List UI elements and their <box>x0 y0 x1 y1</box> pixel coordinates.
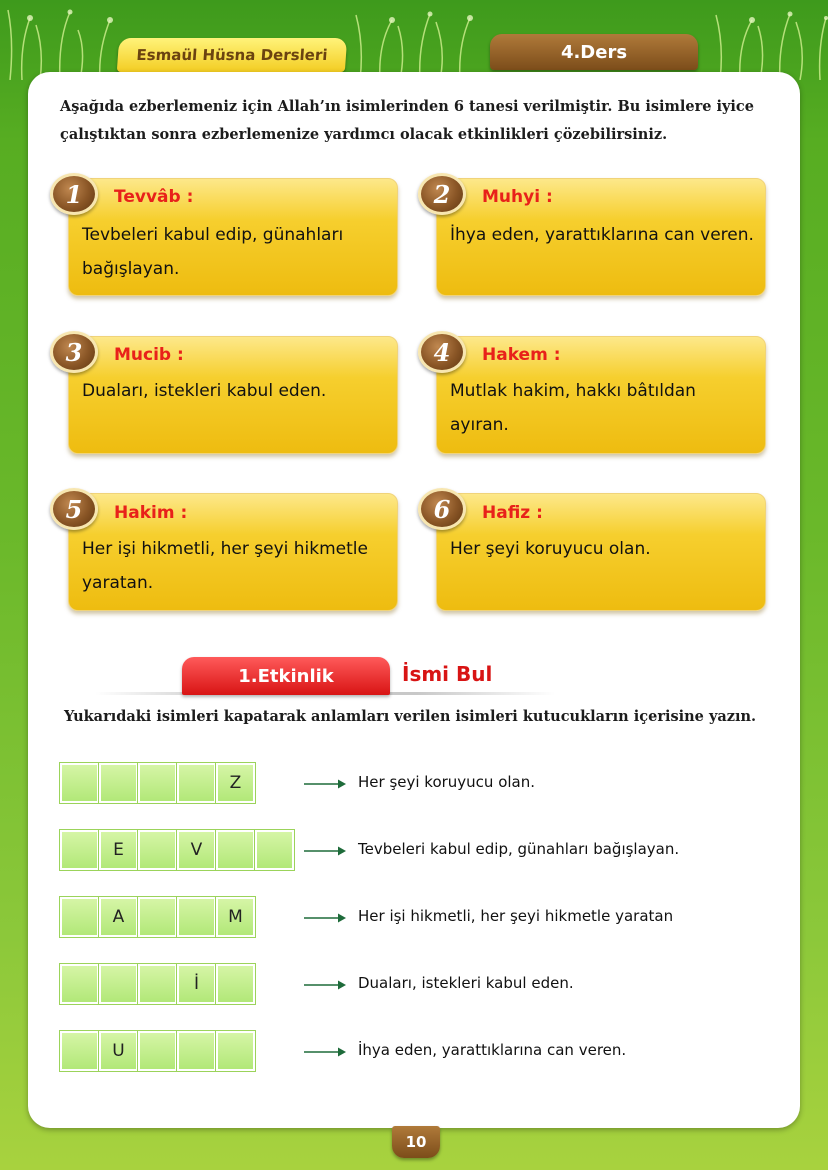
name-title-3: Mucib : <box>114 345 184 365</box>
page-number-tab <box>392 1126 440 1158</box>
letter-box[interactable] <box>177 1031 216 1071</box>
name-title-6: Hafiz : <box>482 503 543 523</box>
name-desc-6: Her şeyi koruyucu olan. <box>450 539 651 559</box>
number-badge-4: 4 <box>418 331 466 373</box>
arrow-right-icon <box>304 1046 346 1058</box>
name-desc-3: Duaları, istekleri kabul eden. <box>82 381 327 401</box>
number-badge-3: 3 <box>50 331 98 373</box>
activity-instruction: Yukarıdaki isimleri kapatarak anlamları verilen isimleri kutucukların içerisine yazın. <box>64 708 757 725</box>
letter-box[interactable] <box>60 830 99 870</box>
name-title-2: Muhyi : <box>482 187 553 207</box>
answer-row-5 <box>60 1031 255 1071</box>
letter-box[interactable] <box>216 964 255 1004</box>
letter-box[interactable]: A <box>99 897 138 937</box>
activity-tab <box>182 657 390 695</box>
answer-row-2 <box>60 830 294 870</box>
name-title-4: Hakem : <box>482 345 561 365</box>
letter-box[interactable] <box>177 763 216 803</box>
intro-text: Aşağıda ezberlemeniz için Allah’ın isimlerinden 6 tanesi verilmiştir. Bu isimlere iyice çalıştıktan sonra ezberlemenize yardımcı olacak etkinlikleri çözebilirsiniz. <box>60 98 754 143</box>
name-desc-1: Tevbeleri kabul edip, günahları bağışlayan. <box>82 225 344 279</box>
activity-label: 1.Etkinlik <box>238 665 334 687</box>
arrow-right-icon <box>304 845 346 857</box>
letter-box[interactable] <box>138 763 177 803</box>
page-number: 10 <box>405 1133 427 1151</box>
letter-box[interactable] <box>60 1031 99 1071</box>
lesson-label: 4.Ders <box>560 41 628 63</box>
letter-box[interactable] <box>216 830 255 870</box>
letter-box[interactable] <box>138 830 177 870</box>
letter-box[interactable] <box>216 1031 255 1071</box>
name-desc-5: Her işi hikmetli, her şeyi hikmetle yaratan. <box>82 539 368 593</box>
letter-box[interactable] <box>177 897 216 937</box>
name-title-1: Tevvâb : <box>114 187 194 207</box>
arrow-right-icon <box>304 778 346 790</box>
letter-box[interactable] <box>138 897 177 937</box>
number-badge-6: 6 <box>418 488 466 530</box>
letter-box[interactable]: U <box>99 1031 138 1071</box>
lesson-tab <box>490 34 698 70</box>
number-badge-2: 2 <box>418 173 466 215</box>
letter-box[interactable] <box>60 964 99 1004</box>
meaning-1: Her şeyi koruyucu olan. <box>358 773 536 791</box>
letter-box[interactable] <box>60 897 99 937</box>
letter-box[interactable] <box>138 1031 177 1071</box>
arrow-right-icon <box>304 912 346 924</box>
activity-title: İsmi Bul <box>402 662 493 686</box>
letter-box[interactable] <box>99 763 138 803</box>
name-title-5: Hakim : <box>114 503 188 523</box>
letter-box[interactable]: Z <box>216 763 255 803</box>
number-badge-5: 5 <box>50 488 98 530</box>
meaning-2: Tevbeleri kabul edip, günahları bağışlayan. <box>358 840 680 858</box>
letter-box[interactable] <box>138 964 177 1004</box>
meaning-3: Her işi hikmetli, her şeyi hikmetle yaratan <box>358 907 674 925</box>
name-desc-4: Mutlak hakim, hakkı bâtıldan ayıran. <box>450 381 696 435</box>
letter-box[interactable]: İ <box>177 964 216 1004</box>
answer-row-4 <box>60 964 255 1004</box>
number-badge-1: 1 <box>50 173 98 215</box>
letter-box[interactable]: E <box>99 830 138 870</box>
meaning-5: İhya eden, yarattıklarına can veren. <box>358 1041 627 1059</box>
letter-box[interactable] <box>255 830 294 870</box>
answer-row-1 <box>60 763 255 803</box>
arrow-right-icon <box>304 979 346 991</box>
letter-box[interactable] <box>60 763 99 803</box>
meaning-4: Duaları, istekleri kabul eden. <box>358 974 574 992</box>
letter-box[interactable]: M <box>216 897 255 937</box>
answer-row-3 <box>60 897 255 937</box>
name-desc-2: İhya eden, yarattıklarına can veren. <box>450 225 754 245</box>
series-title: Esmaül Hüsna Dersleri <box>135 46 329 64</box>
series-title-tab <box>117 38 347 72</box>
letter-box[interactable]: V <box>177 830 216 870</box>
letter-box[interactable] <box>99 964 138 1004</box>
